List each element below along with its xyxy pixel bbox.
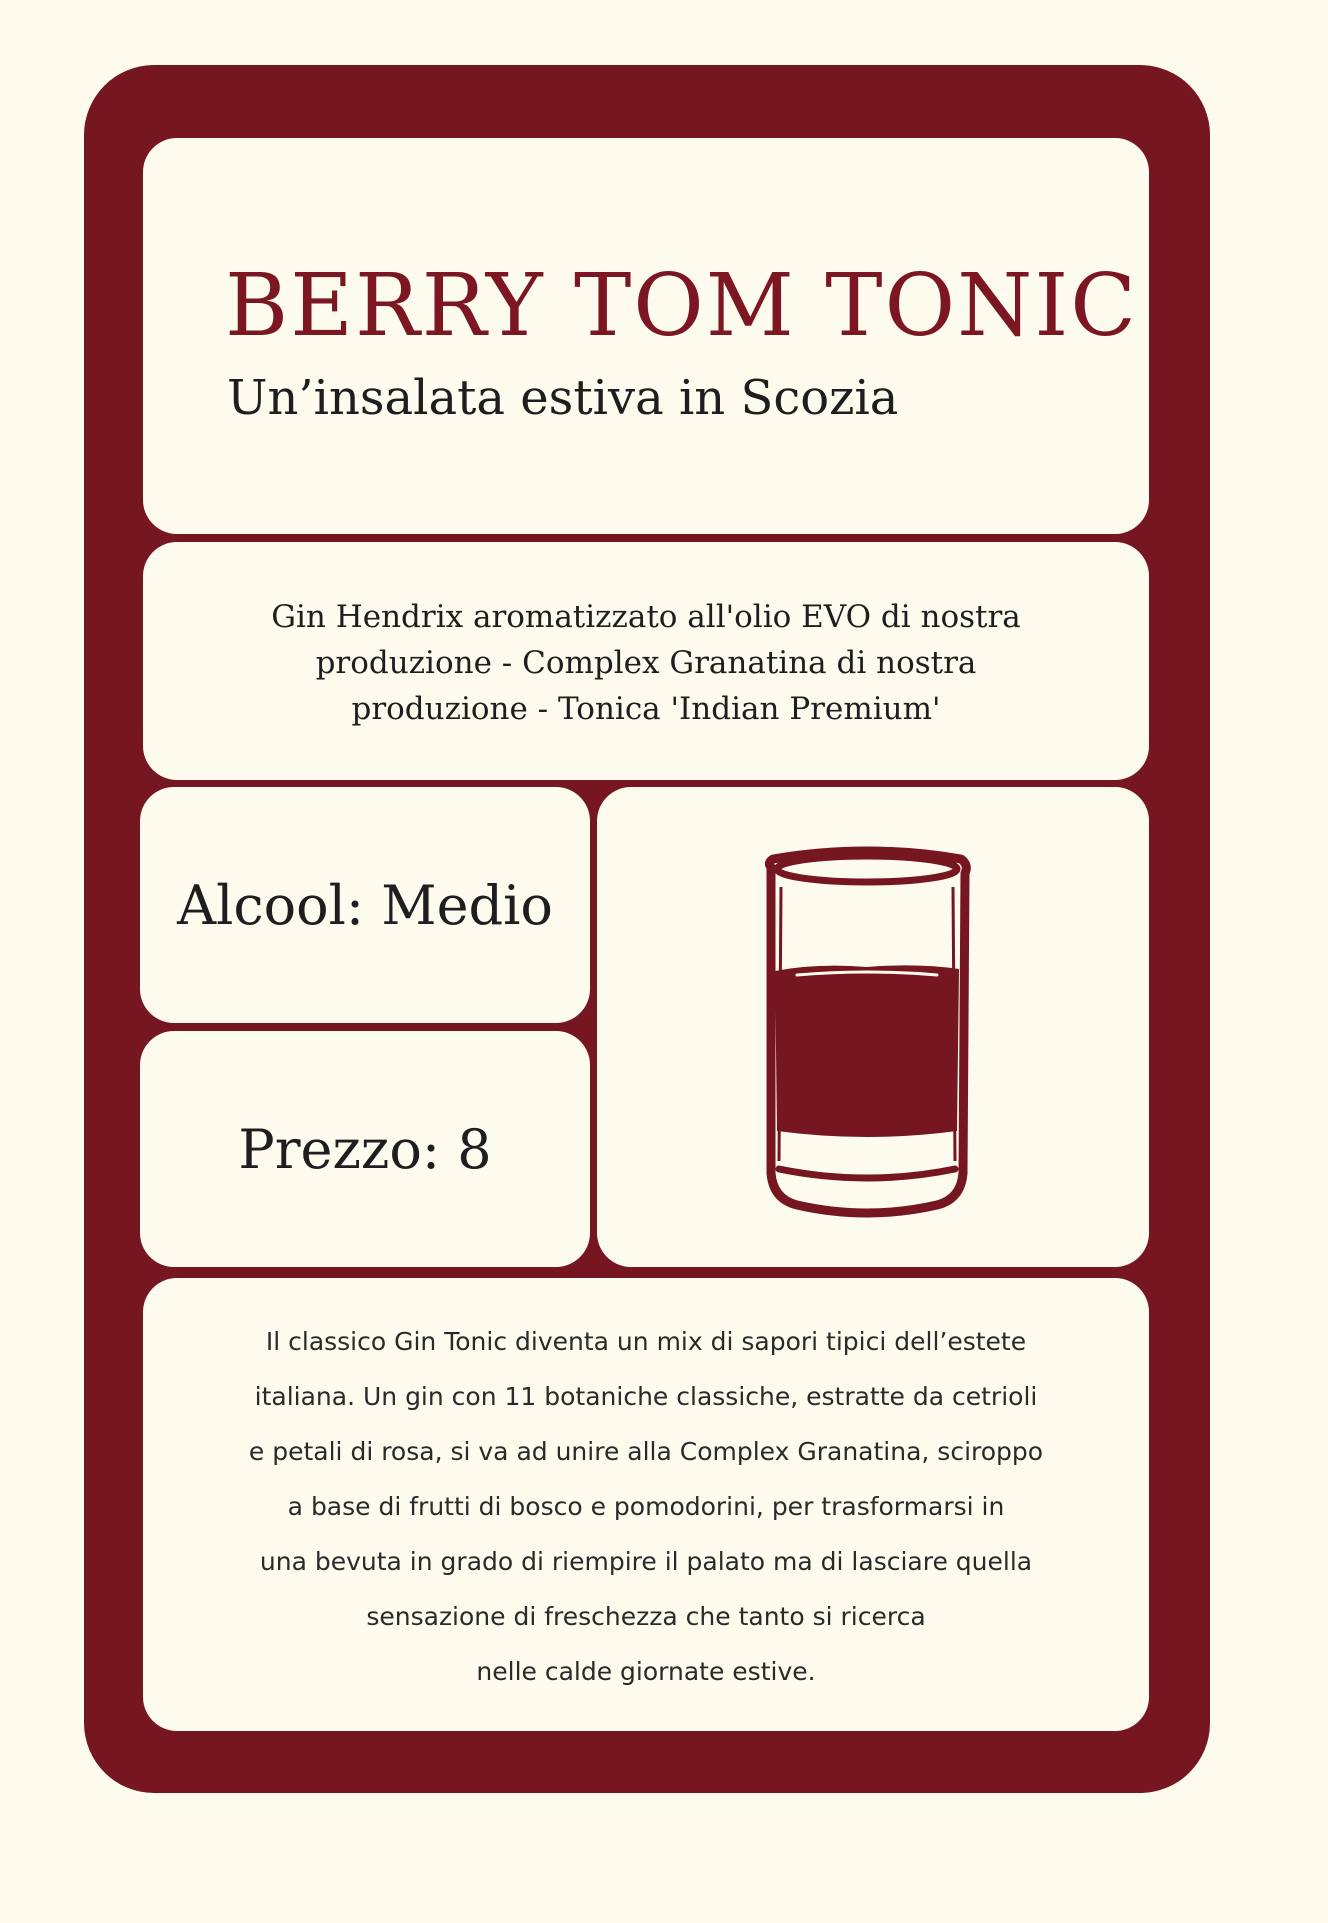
price: Prezzo: 8 (238, 1117, 492, 1181)
cocktail-name: BERRY TOM TONIC (225, 256, 1139, 356)
description-line: italiana. Un gin con 11 botaniche classiche, estratte da cetrioli (254, 1382, 1038, 1411)
description-line: e petali di rosa, si va ad unire alla Complex Granatina, sciroppo (248, 1437, 1044, 1466)
cocktail-tagline: Un’insalata estiva in Scozia (227, 370, 899, 426)
ingredients-text: Gin Hendrix aromatizzato all'olio EVO di nostra produzione - Complex Granatina di nostra produzione - Tonica 'Indian Premium' (271, 599, 1021, 727)
description-line: Il classico Gin Tonic diventa un mix di sapori tipici dell’estete (265, 1327, 1027, 1356)
description-line: una bevuta in grado di riempire il palato ma di lasciare quella (259, 1547, 1033, 1576)
ingredients-panel (143, 542, 1149, 780)
description-line: nelle calde giornate estive. (476, 1657, 816, 1686)
price-panel (140, 1031, 590, 1267)
glass-panel (597, 787, 1149, 1267)
description-line: sensazione di freschezza che tanto si ricerca (366, 1602, 926, 1631)
description-panel (143, 1278, 1149, 1731)
description-line: a base di frutti di bosco e pomodorini, per trasformarsi in (287, 1492, 1005, 1521)
cocktail-card (84, 65, 1210, 1793)
alcohol-panel (140, 787, 590, 1023)
tumbler-glass-icon (757, 843, 977, 1223)
title-panel (143, 138, 1149, 534)
description-text (183, 1314, 1109, 1699)
alcohol-level: Alcool: Medio (177, 873, 553, 937)
